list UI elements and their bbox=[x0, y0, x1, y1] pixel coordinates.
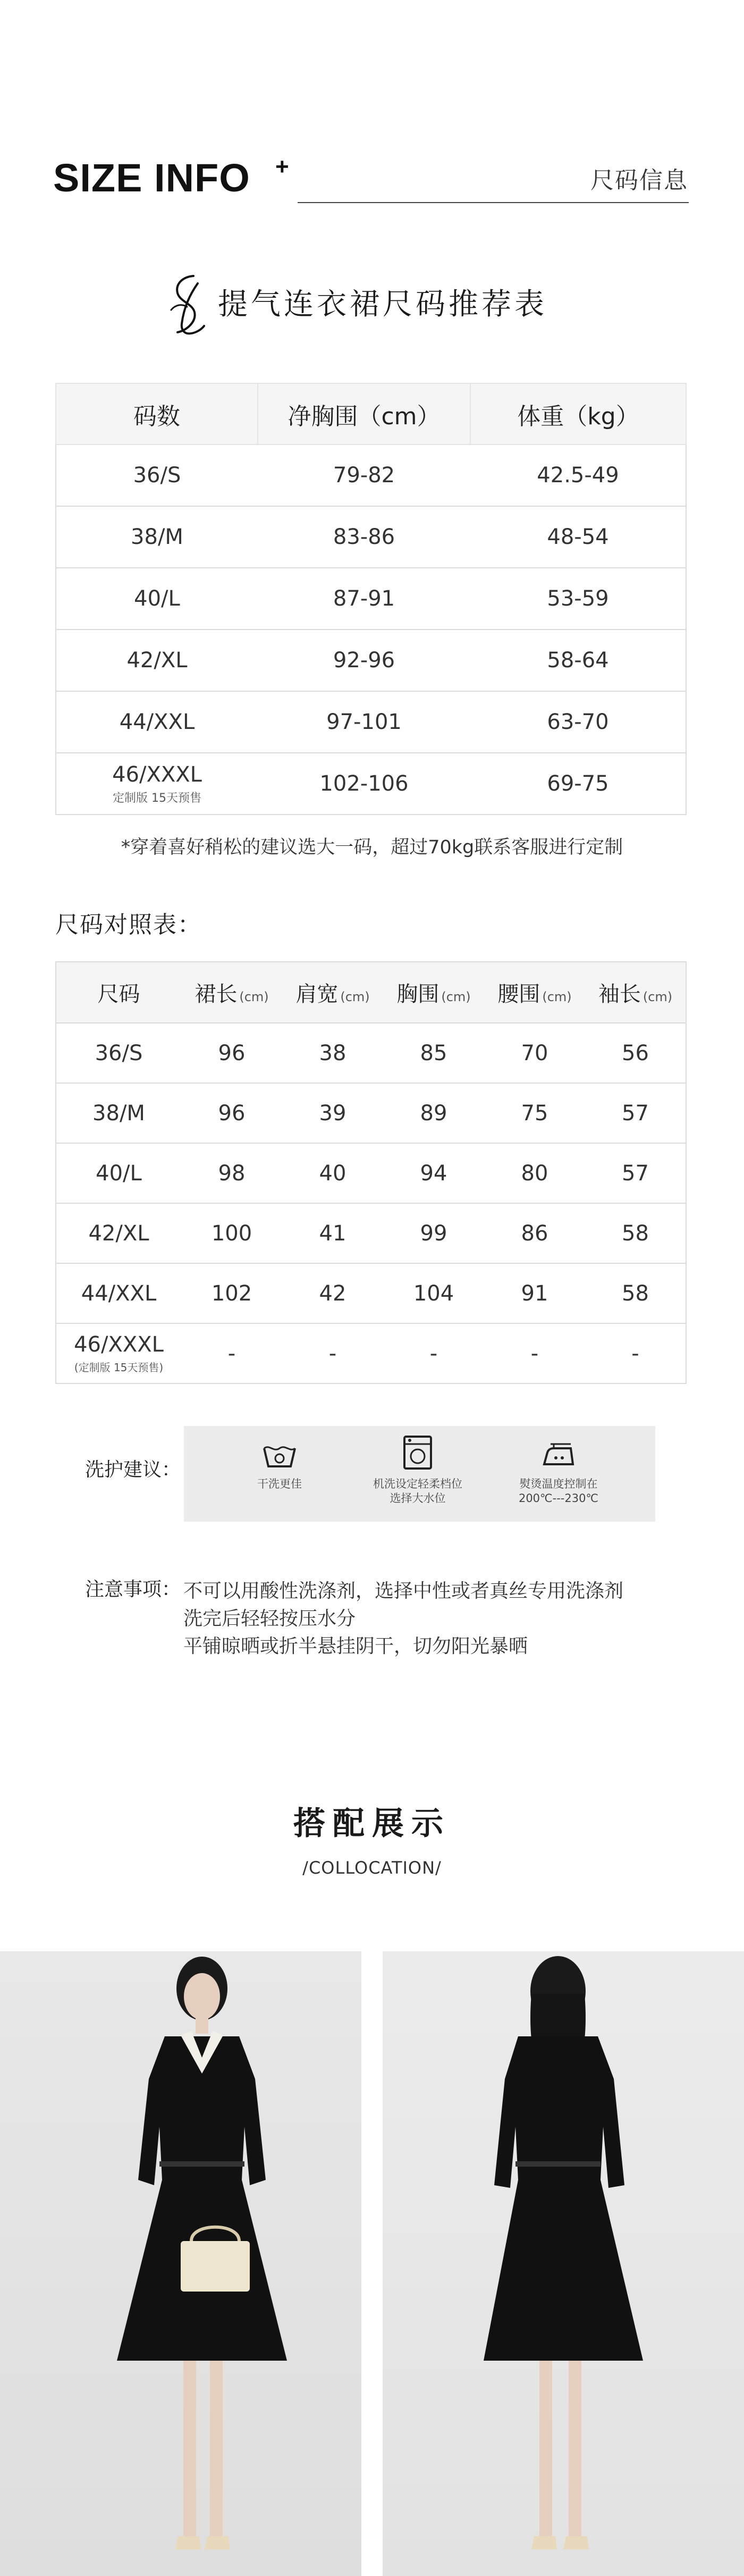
size-cell bbox=[56, 1323, 181, 1383]
size-recommend-table bbox=[55, 383, 687, 815]
care-item-dry-clean bbox=[226, 1441, 333, 1491]
size-info-heading: SIZE INFO bbox=[53, 156, 250, 200]
notice-line: 洗完后轻轻按压水分 bbox=[183, 1608, 356, 1630]
iron-icon bbox=[540, 1441, 577, 1471]
value-cell: 58 bbox=[585, 1203, 686, 1263]
unit-label: (cm) bbox=[239, 989, 269, 1004]
table-row bbox=[56, 1323, 686, 1383]
column-header: 体重（kg） bbox=[470, 383, 686, 444]
value-cell: 75 bbox=[484, 1083, 585, 1143]
value-cell: 91 bbox=[484, 1263, 585, 1323]
model-front-figure bbox=[0, 1951, 361, 2576]
collocation-title: 搭配展示 bbox=[293, 1805, 451, 1842]
unit-label: (cm) bbox=[340, 989, 370, 1004]
column-header-label: 袖长 bbox=[598, 982, 641, 1006]
value-cell: 104 bbox=[383, 1263, 484, 1323]
value-cell: 39 bbox=[282, 1083, 383, 1143]
table-row bbox=[56, 506, 686, 568]
weight-cell: 48-54 bbox=[470, 506, 686, 568]
care-label: 洗护建议： bbox=[85, 1459, 181, 1481]
value-cell: 99 bbox=[383, 1203, 484, 1263]
care-item-iron bbox=[497, 1441, 620, 1506]
column-header bbox=[484, 962, 585, 1023]
table-row bbox=[56, 1143, 686, 1203]
care-text: 机洗设定轻柔档位 bbox=[373, 1478, 462, 1490]
size-cell: 36/S bbox=[56, 1023, 181, 1083]
column-header-label: 腰围 bbox=[497, 982, 540, 1006]
value-cell: 100 bbox=[181, 1203, 282, 1263]
table-header-row bbox=[56, 962, 686, 1023]
table-row bbox=[56, 568, 686, 630]
size-cell: 38/M bbox=[56, 506, 258, 568]
value-cell: 58 bbox=[585, 1263, 686, 1323]
chest-cell: 79-82 bbox=[258, 444, 470, 506]
value-cell: 57 bbox=[585, 1143, 686, 1203]
column-header: 尺码 bbox=[56, 962, 181, 1023]
table-row bbox=[56, 691, 686, 753]
notice-line: 平铺晾晒或折半悬挂阴干，切勿阳光暴晒 bbox=[183, 1635, 528, 1657]
size-cell: 38/M bbox=[56, 1083, 181, 1143]
table-row bbox=[56, 1203, 686, 1263]
size-compare-table bbox=[55, 961, 687, 1384]
presale-note: 定制版 15天预售 bbox=[113, 791, 201, 805]
size-cell bbox=[56, 753, 258, 815]
value-cell: - bbox=[282, 1323, 383, 1383]
weight-cell: 53-59 bbox=[470, 568, 686, 630]
collocation-subtitle: /COLLOCATION/ bbox=[302, 1858, 442, 1878]
weight-cell: 42.5-49 bbox=[470, 444, 686, 506]
notice-line: 不可以用酸性洗涤剂，选择中性或者真丝专用洗涤剂 bbox=[183, 1580, 624, 1602]
value-cell: 70 bbox=[484, 1023, 585, 1083]
care-text: 干洗更佳 bbox=[257, 1478, 302, 1490]
value-cell: 80 bbox=[484, 1143, 585, 1203]
column-header-label: 胸围 bbox=[396, 982, 439, 1006]
size-cell: 40/L bbox=[56, 1143, 181, 1203]
size-label: 46/XXXL bbox=[74, 1332, 164, 1357]
notice-label: 注意事项： bbox=[85, 1579, 181, 1600]
value-cell: 89 bbox=[383, 1083, 484, 1143]
care-panel bbox=[184, 1426, 655, 1522]
value-cell: - bbox=[181, 1323, 282, 1383]
value-cell: 40 bbox=[282, 1143, 383, 1203]
value-cell: 56 bbox=[585, 1023, 686, 1083]
table-row bbox=[56, 1023, 686, 1083]
notice-list bbox=[183, 1578, 623, 1660]
size-info-plus: + bbox=[275, 154, 289, 180]
value-cell: 42 bbox=[282, 1263, 383, 1323]
model-back-figure bbox=[383, 1951, 744, 2576]
chest-cell: 97-101 bbox=[258, 691, 470, 753]
table-row bbox=[56, 1083, 686, 1143]
unit-label: (cm) bbox=[542, 989, 572, 1004]
chest-cell: 92-96 bbox=[258, 630, 470, 691]
value-cell: - bbox=[383, 1323, 484, 1383]
column-header-label: 肩宽 bbox=[295, 982, 339, 1006]
value-cell: 94 bbox=[383, 1143, 484, 1203]
value-cell: 96 bbox=[181, 1023, 282, 1083]
brand-logo-icon bbox=[166, 273, 208, 338]
chest-cell: 102-106 bbox=[258, 753, 470, 815]
size-cell: 42/XL bbox=[56, 630, 258, 691]
care-item-machine-wash bbox=[359, 1434, 476, 1506]
size-info-cn-title: 尺码信息 bbox=[590, 167, 688, 194]
compare-table-title: 尺码对照表： bbox=[55, 911, 202, 938]
value-cell: 98 bbox=[181, 1143, 282, 1203]
recommend-note: *穿着喜好稍松的建议选大一码，超过70kg联系客服进行定制 bbox=[121, 837, 623, 858]
value-cell: 85 bbox=[383, 1023, 484, 1083]
table-row bbox=[56, 1263, 686, 1323]
column-header bbox=[282, 962, 383, 1023]
size-label: 46/XXXL bbox=[112, 762, 202, 787]
value-cell: 86 bbox=[484, 1203, 585, 1263]
recommend-table-title: 提气连衣裙尺码推荐表 bbox=[218, 287, 547, 322]
weight-cell: 69-75 bbox=[470, 753, 686, 815]
size-cell: 40/L bbox=[56, 568, 258, 630]
column-header bbox=[585, 962, 686, 1023]
column-header bbox=[181, 962, 282, 1023]
header-divider bbox=[298, 202, 689, 203]
table-row bbox=[56, 444, 686, 506]
table-row bbox=[56, 753, 686, 815]
care-text: 选择大水位 bbox=[390, 1492, 446, 1505]
unit-label: (cm) bbox=[441, 989, 471, 1004]
column-header: 净胸围（cm） bbox=[258, 383, 470, 444]
washing-machine-icon bbox=[402, 1434, 433, 1471]
value-cell: - bbox=[484, 1323, 585, 1383]
chest-cell: 87-91 bbox=[258, 568, 470, 630]
value-cell: 41 bbox=[282, 1203, 383, 1263]
value-cell: 38 bbox=[282, 1023, 383, 1083]
unit-label: (cm) bbox=[642, 989, 673, 1004]
column-header: 码数 bbox=[56, 383, 258, 444]
size-cell: 36/S bbox=[56, 444, 258, 506]
model-photo-front bbox=[0, 1951, 361, 2576]
table-header-row bbox=[56, 383, 686, 444]
care-text: 200℃---230℃ bbox=[518, 1492, 599, 1505]
size-cell: 42/XL bbox=[56, 1203, 181, 1263]
size-cell: 44/XXL bbox=[56, 1263, 181, 1323]
value-cell: 96 bbox=[181, 1083, 282, 1143]
table-row bbox=[56, 630, 686, 691]
care-text: 熨烫温度控制在 bbox=[519, 1478, 598, 1490]
model-photo-back bbox=[383, 1951, 744, 2576]
size-cell: 44/XXL bbox=[56, 691, 258, 753]
value-cell: - bbox=[585, 1323, 686, 1383]
column-header bbox=[383, 962, 484, 1023]
chest-cell: 83-86 bbox=[258, 506, 470, 568]
weight-cell: 63-70 bbox=[470, 691, 686, 753]
dry-clean-icon bbox=[261, 1441, 298, 1471]
presale-note: (定制版 15天预售) bbox=[74, 1361, 164, 1374]
column-header-label: 裙长 bbox=[195, 982, 238, 1006]
weight-cell: 58-64 bbox=[470, 630, 686, 691]
value-cell: 102 bbox=[181, 1263, 282, 1323]
value-cell: 57 bbox=[585, 1083, 686, 1143]
